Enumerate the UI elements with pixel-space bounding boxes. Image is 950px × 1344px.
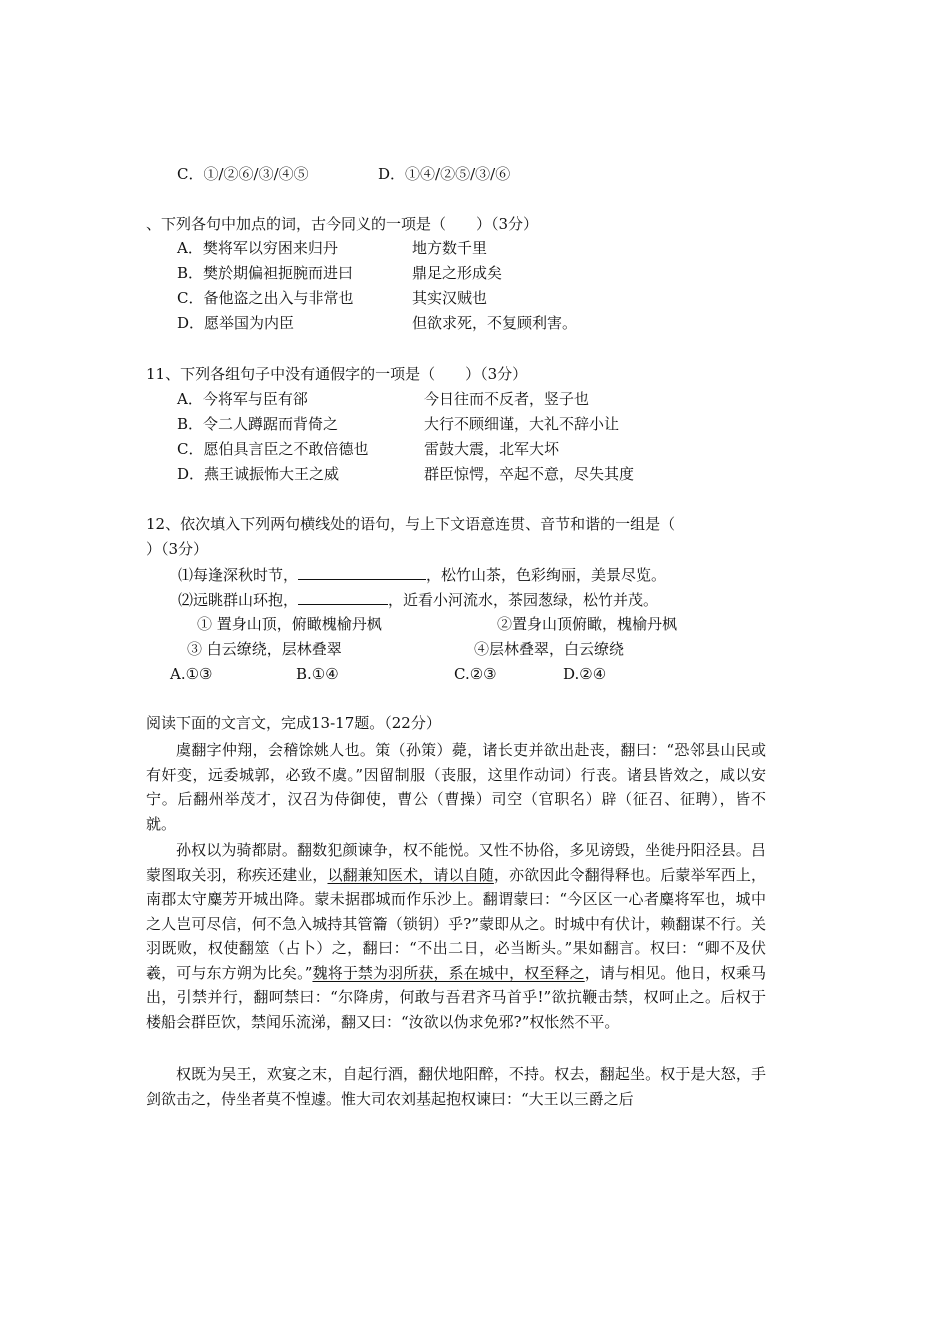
q11-stem: 11、下列各组句子中没有通假字的一项是（ ）（3分） (146, 365, 528, 383)
q10-option-b: B．樊於期偏袒扼腕而进曰 (177, 264, 354, 282)
p2-underlined-2: 魏将于禁为羽所获，系在城中，权至释之 (312, 963, 585, 982)
q12-sentence-2-start: ⑵远眺群山环抱， (178, 591, 299, 609)
q12-sentence-2-end: ，近看小河流水，茶园葱绿，松竹并茂。 (388, 591, 659, 609)
q12-choice-3: ③ 白云缭绕，层林叠翠 (187, 640, 342, 658)
q12-choice-1: ① 置身山顶，俯瞰槐榆丹枫 (197, 615, 382, 633)
q12-sentence-1 (178, 563, 666, 585)
q10-option-c-2: 其实汉贼也 (412, 289, 488, 307)
q10-option-d-2: 但欲求死，不复顾利害。 (412, 314, 578, 332)
q12-stem-line2: ）（3分） (146, 540, 209, 558)
q11-option-b-2: 大行不顾细谨，大礼不辞小让 (424, 415, 620, 433)
q12-answer-a: A.①③ (170, 665, 213, 683)
q12-sentence-2 (178, 588, 658, 610)
q12-blank-2[interactable] (298, 588, 388, 605)
q12-answer-b: B.①④ (296, 665, 339, 683)
passage-paragraph-3: 权既为吴王，欢宴之末，自起行酒，翻伏地阳醉，不持。权去，翻起坐。权于是大怒，手剑欲击之，侍坐者莫不惶遽。惟大司农刘基起抱权谏曰：“大王以三爵之后 (146, 1065, 766, 1108)
q9-option-c: C．①/②⑥/③/④⑤ (177, 165, 309, 183)
q12-answer-c: C.②③ (454, 665, 497, 683)
q10-option-a: A．樊将军以穷困来归丹 (177, 239, 338, 257)
p2-text-b: ，亦欲因此令翻得释也。后蒙举军西上，南郡太守麋芳开城出降。蒙未据郡城而作乐沙上。翻谓蒙曰：“今区区一心者麋将军也，城中之人岂可尽信，何不急入城持其管籥（锁钥）乎?”蒙即从之。时城中有伏计，赖翻谋不行。关羽既败，权使翻筮（占卜）之，翻曰：“不出二日，必当断头。”果如翻言。权曰：“卿不及伏羲，可与东方朔为比矣。” (146, 865, 766, 982)
p2-text-a: 孙权以为骑都尉。翻数犯颜谏争，权不能悦。又性不协俗，多见谤毁，坐徙丹阳泾县。吕蒙图取关羽，称疾还建业， (146, 841, 766, 884)
q9-option-d: D．①④/②⑤/③/⑥ (378, 165, 511, 183)
q11-option-c-2: 雷鼓大震，北军大坏 (424, 440, 560, 458)
p2-text-c: ，请与相见。他日，权乘马出，引禁并行，翻呵禁曰：“尔降虏，何敢与吾君齐马首乎!”欲抗鞭击禁，权呵止之。后权于楼船会群臣饮，禁闻乐流涕，翻又曰：“汝欲以伪求免邪?”权怅然不平。 (146, 963, 766, 1031)
q10-option-b-2: 鼎足之形成矣 (412, 264, 503, 282)
q10-option-d: D．愿举国为内臣 (177, 314, 295, 332)
q11-option-d-2: 群臣惊愕，卒起不意，尽失其度 (424, 465, 635, 483)
q11-option-b: B．令二人蹲踞而背倚之 (177, 415, 339, 433)
q11-option-d: D．燕王诚振怖大王之威 (177, 465, 340, 483)
q10-option-a-2: 地方数千里 (412, 239, 488, 257)
passage-paragraph-2 (146, 838, 766, 1034)
passage-paragraph-1: 虞翻字仲翔，会稽馀姚人也。策（孙策）薨，诸长吏并欲出赴丧，翻曰：“恐邻县山民或有奸变，远委城郭，必致不虞。”因留制服（丧服，这里作动词）行丧。诸县皆效之，咸以安宁。后翻州举茂才，汉召为侍御使，曹公（曹操）司空（官职名）辟（征召、征聘），皆不就。 (146, 741, 766, 833)
q12-stem-line1: 12、依次填入下列两句横线处的语句，与上下文语意连贯、音节和谐的一组是（ (146, 515, 676, 533)
reading-intro: 阅读下面的文言文，完成13-17题。（22分） (146, 714, 441, 732)
q10-option-c: C．备他盗之出入与非常也 (177, 289, 354, 307)
q12-choice-4: ④层林叠翠，白云缭绕 (474, 640, 625, 658)
p2-underlined-1: 以翻兼知医术，请以自随 (327, 865, 494, 884)
q12-blank-1[interactable] (298, 563, 426, 580)
q11-option-a-2: 今日往而不反者，竖子也 (424, 390, 590, 408)
q12-sentence-1-end: ，松竹山茶，色彩绚丽，美景尽览。 (426, 566, 667, 584)
q12-choice-2: ②置身山顶俯瞰，槐榆丹枫 (497, 615, 678, 633)
q11-option-a: A．今将军与臣有郤 (177, 390, 308, 408)
q10-stem: 、下列各句中加点的词，古今同义的一项是（ ）（3分） (146, 215, 539, 233)
q12-sentence-1-start: ⑴每逢深秋时节， (178, 566, 299, 584)
q11-option-c: C．愿伯具言臣之不敢倍德也 (177, 440, 369, 458)
q12-answer-d: D.②④ (563, 665, 607, 683)
